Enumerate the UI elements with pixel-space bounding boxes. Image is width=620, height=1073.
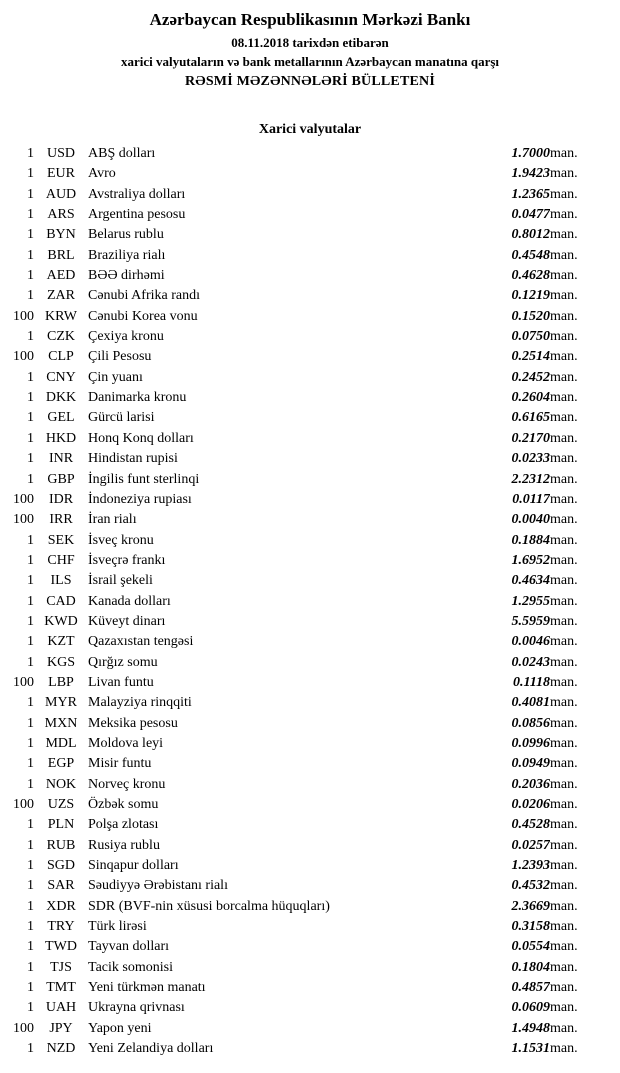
- unit-label: man.: [550, 451, 578, 467]
- rate-qty: 1: [27, 288, 34, 304]
- rate-value: 0.8012: [511, 227, 550, 243]
- rate-value: 0.4532: [511, 878, 550, 894]
- currency-name: Malayziya rinqqiti: [88, 695, 192, 711]
- rate-qty: 1: [27, 247, 34, 263]
- currency-code: EGP: [47, 756, 75, 772]
- currency-name: Qazaxıstan tengəsi: [88, 634, 194, 650]
- rate-qty: 1: [27, 695, 34, 711]
- unit-label: man.: [550, 247, 578, 263]
- rate-value: 5.5959: [511, 613, 550, 629]
- table-row: [8, 531, 600, 551]
- table-row: [8, 632, 600, 652]
- currency-code: XDR: [46, 898, 76, 914]
- table-row: [8, 856, 600, 876]
- unit-label: man.: [550, 390, 578, 406]
- table-row: [8, 571, 600, 591]
- currency-name: İngilis funt sterlinqi: [88, 471, 200, 487]
- rate-value: 1.2955: [511, 593, 550, 609]
- rate-value: 0.6165: [511, 410, 550, 426]
- rate-value: 0.4081: [511, 695, 550, 711]
- currency-code: USD: [46, 146, 75, 161]
- rate-value: 0.0949: [511, 756, 550, 772]
- currency-code: BYN: [46, 227, 76, 243]
- unit-label: man.: [550, 186, 578, 202]
- table-row: [8, 754, 600, 774]
- currency-code: INR: [48, 451, 74, 467]
- rate-value: 0.0750: [511, 329, 550, 345]
- rate-value: 0.2604: [511, 390, 550, 406]
- rate-value: 0.2514: [511, 349, 550, 365]
- unit-label: man.: [550, 654, 578, 670]
- rate-value: 0.2170: [511, 430, 550, 446]
- rate-value: 0.1804: [511, 959, 550, 975]
- currency-name: Rusiya rublu: [88, 837, 160, 853]
- rate-value: 1.9423: [511, 166, 550, 182]
- table-row: [8, 998, 600, 1018]
- table-row: [8, 592, 600, 612]
- unit-label: man.: [550, 715, 578, 731]
- rate-qty: 1: [27, 227, 34, 243]
- rate-value: 0.1884: [511, 532, 550, 548]
- currency-code: KZT: [47, 634, 75, 650]
- currency-name: Qırğız somu: [88, 654, 158, 670]
- currency-name: İsveçrə frankı: [88, 552, 166, 568]
- currency-name: Yeni türkmən manatı: [88, 980, 206, 996]
- rate-value: 0.0996: [511, 735, 550, 751]
- rate-qty: 1: [27, 1041, 34, 1057]
- table-row: [8, 449, 600, 469]
- currency-code: SEK: [47, 532, 75, 548]
- currency-code: CNY: [46, 369, 76, 385]
- rate-value: 0.0233: [511, 451, 550, 467]
- rate-qty: 1: [27, 817, 34, 833]
- rates-table-body: [8, 144, 600, 1059]
- currency-name: Braziliya rialı: [88, 247, 166, 263]
- currency-name: Türk lirəsi: [88, 919, 147, 935]
- unit-label: man.: [550, 1041, 578, 1057]
- currency-name: Belarus rublu: [88, 227, 164, 243]
- unit-label: man.: [550, 735, 578, 751]
- unit-label: man.: [550, 349, 578, 365]
- unit-label: man.: [550, 573, 578, 589]
- rate-value: 2.3669: [511, 898, 550, 914]
- rate-qty: 1: [27, 980, 34, 996]
- rate-qty: 100: [13, 491, 34, 507]
- currency-code: TMT: [46, 980, 76, 996]
- currency-code: SAR: [47, 878, 75, 894]
- table-row: [8, 327, 600, 347]
- table-row: [8, 775, 600, 795]
- rate-value: 1.1531: [511, 1041, 550, 1057]
- currency-code: CLP: [48, 349, 74, 365]
- currency-name: Tacik somonisi: [88, 959, 173, 975]
- table-row: [8, 164, 600, 184]
- currency-code: MDL: [45, 735, 77, 751]
- table-row: [8, 185, 600, 205]
- rate-value: 0.1219: [511, 288, 550, 304]
- currency-name: Moldova leyi: [88, 735, 164, 751]
- rate-value: 1.2365: [511, 186, 550, 202]
- currency-name: Yeni Zelandiya dolları: [88, 1041, 214, 1057]
- currency-name: Argentina pesosu: [88, 207, 186, 223]
- currency-name: Gürcü larisi: [88, 410, 155, 426]
- rate-qty: 1: [27, 430, 34, 446]
- effective-date-line: 08.11.2018 tarixdən etibarən: [231, 35, 389, 50]
- unit-label: man.: [550, 593, 578, 609]
- rate-qty: 1: [27, 471, 34, 487]
- currency-code: CZK: [47, 329, 75, 345]
- rate-qty: 100: [13, 674, 34, 690]
- table-row: [8, 917, 600, 937]
- currency-code: SGD: [46, 858, 75, 874]
- currency-code: ILS: [50, 573, 72, 589]
- rate-qty: 1: [27, 207, 34, 223]
- table-row: [8, 1039, 600, 1059]
- table-row: [8, 307, 600, 327]
- rate-value: 0.0477: [511, 207, 550, 223]
- unit-label: man.: [550, 674, 578, 690]
- bank-title: Azərbaycan Respublikasının Mərkəzi Bankı: [149, 10, 471, 29]
- rate-qty: 1: [27, 959, 34, 975]
- unit-label: man.: [550, 939, 578, 955]
- rate-value: 0.0117: [512, 491, 550, 507]
- unit-label: man.: [550, 329, 578, 345]
- table-row: [8, 612, 600, 632]
- currency-name: Sinqapur dolları: [88, 858, 179, 874]
- rate-qty: 1: [27, 451, 34, 467]
- currency-code: TRY: [47, 919, 75, 935]
- rate-qty: 1: [27, 878, 34, 894]
- unit-label: man.: [550, 898, 578, 914]
- currency-code: NOK: [45, 776, 77, 792]
- currency-code: RUB: [46, 837, 76, 853]
- table-row: [8, 205, 600, 225]
- rate-qty: 1: [27, 1000, 34, 1016]
- rate-qty: 1: [27, 715, 34, 731]
- rate-value: 0.2452: [511, 369, 550, 385]
- table-row: [8, 388, 600, 408]
- document-header: [0, 10, 620, 90]
- currency-name: Ukrayna qrivnası: [88, 1000, 185, 1016]
- rate-value: 1.6952: [511, 552, 550, 568]
- table-row: [8, 815, 600, 835]
- table-row: [8, 408, 600, 428]
- currency-code: TWD: [45, 939, 77, 955]
- currency-code: KGS: [46, 654, 75, 670]
- table-row: [8, 470, 600, 490]
- rate-value: 0.1118: [513, 674, 550, 690]
- rate-value: 0.0856: [511, 715, 550, 731]
- currency-name: Cənubi Afrika randı: [88, 288, 200, 304]
- unit-label: man.: [550, 959, 578, 975]
- rate-qty: 1: [27, 532, 34, 548]
- table-row: [8, 510, 600, 530]
- rate-value: 0.0206: [511, 797, 550, 812]
- rate-value: 0.0609: [511, 1000, 550, 1016]
- table-row: [8, 937, 600, 957]
- unit-label: man.: [550, 308, 578, 324]
- currency-code: NZD: [46, 1041, 76, 1057]
- currency-name: Səudiyyə Ərəbistanı rialı: [88, 878, 228, 894]
- currency-name: Küveyt dinarı: [88, 613, 166, 629]
- rate-value: 0.0243: [511, 654, 550, 670]
- rate-qty: 1: [27, 329, 34, 345]
- rate-qty: 1: [27, 390, 34, 406]
- rate-qty: 1: [27, 858, 34, 874]
- rate-value: 0.4548: [511, 247, 550, 263]
- currency-name: Çexiya kronu: [88, 329, 164, 345]
- rate-qty: 100: [13, 512, 34, 528]
- currency-code: AED: [46, 268, 76, 284]
- unit-label: man.: [550, 878, 578, 894]
- currency-name: Tayvan dolları: [88, 939, 170, 955]
- unit-label: man.: [550, 776, 578, 792]
- rate-qty: 1: [27, 166, 34, 182]
- table-row: [8, 429, 600, 449]
- rate-qty: 1: [27, 410, 34, 426]
- unit-label: man.: [550, 512, 578, 528]
- currency-code: MXN: [44, 715, 78, 731]
- currency-code: GEL: [47, 410, 75, 426]
- unit-label: man.: [550, 268, 578, 284]
- unit-label: man.: [550, 430, 578, 446]
- table-row: [8, 490, 600, 510]
- rate-qty: 1: [27, 369, 34, 385]
- unit-label: man.: [550, 552, 578, 568]
- rate-qty: 1: [27, 573, 34, 589]
- table-row: [8, 795, 600, 815]
- unit-label: man.: [550, 166, 578, 182]
- currency-name: Honq Konq dolları: [88, 430, 194, 446]
- currency-name: Norveç kronu: [88, 776, 166, 792]
- currency-name: Danimarka kronu: [88, 390, 187, 406]
- currency-code: TJS: [50, 959, 72, 975]
- currency-name: Livan funtu: [88, 674, 154, 690]
- section-title-foreign-currencies: Xarici valyutalar: [258, 122, 362, 137]
- unit-label: man.: [550, 491, 578, 507]
- unit-label: man.: [550, 613, 578, 629]
- table-row: [8, 653, 600, 673]
- currency-name: Yapon yeni: [88, 1020, 152, 1036]
- table-row: [8, 673, 600, 693]
- currency-name: Özbək somu: [88, 797, 159, 812]
- currency-code: BRL: [47, 247, 75, 263]
- unit-label: man.: [550, 146, 578, 161]
- currency-name: Meksika pesosu: [88, 715, 178, 731]
- rate-value: 0.4628: [511, 268, 550, 284]
- currency-name: İsveç kronu: [88, 532, 154, 548]
- currency-code: MYR: [45, 695, 77, 711]
- rate-value: 0.0257: [511, 837, 550, 853]
- currency-name: Kanada dolları: [88, 593, 171, 609]
- exchange-rates-table: [8, 144, 600, 1059]
- currency-name: Cənubi Korea vonu: [88, 308, 198, 324]
- currency-code: ZAR: [47, 288, 75, 304]
- rate-value: 1.7000: [511, 146, 550, 161]
- rate-value: 0.4857: [511, 980, 550, 996]
- unit-label: man.: [550, 980, 578, 996]
- currency-code: CAD: [46, 593, 76, 609]
- rate-qty: 1: [27, 919, 34, 935]
- rate-qty: 100: [13, 797, 34, 812]
- unit-label: man.: [550, 227, 578, 243]
- rate-qty: 100: [13, 1020, 34, 1036]
- rate-value: 0.2036: [511, 776, 550, 792]
- currency-code: IDR: [48, 491, 74, 507]
- table-row: [8, 876, 600, 896]
- table-row: [8, 266, 600, 286]
- table-row: [8, 958, 600, 978]
- rate-value: 2.2312: [511, 471, 550, 487]
- currency-name: Çili Pesosu: [88, 349, 152, 365]
- unit-label: man.: [550, 369, 578, 385]
- rate-qty: 1: [27, 593, 34, 609]
- unit-label: man.: [550, 471, 578, 487]
- table-row: [8, 734, 600, 754]
- rate-qty: 100: [13, 349, 34, 365]
- currency-code: AUD: [45, 186, 77, 202]
- currency-code: PLN: [47, 817, 75, 833]
- currency-code: IRR: [49, 512, 73, 528]
- rate-qty: 1: [27, 898, 34, 914]
- rate-value: 0.3158: [511, 919, 550, 935]
- table-row: [8, 693, 600, 713]
- rate-qty: 1: [27, 939, 34, 955]
- rate-qty: 1: [27, 776, 34, 792]
- currency-code: CHF: [47, 552, 75, 568]
- table-row: [8, 714, 600, 734]
- rate-qty: 1: [27, 634, 34, 650]
- table-row: [8, 897, 600, 917]
- table-row: [8, 836, 600, 856]
- unit-label: man.: [550, 837, 578, 853]
- currency-code: LBP: [48, 674, 74, 690]
- table-row: [8, 286, 600, 306]
- currency-name: Avstraliya dolları: [88, 186, 186, 202]
- unit-label: man.: [550, 756, 578, 772]
- rate-qty: 1: [27, 654, 34, 670]
- currency-code: HKD: [45, 430, 77, 446]
- rate-qty: 1: [27, 552, 34, 568]
- rate-value: 0.0040: [511, 512, 550, 528]
- unit-label: man.: [550, 532, 578, 548]
- unit-label: man.: [550, 817, 578, 833]
- rate-qty: 1: [27, 268, 34, 284]
- table-row: [8, 978, 600, 998]
- currency-name: İran rialı: [88, 512, 137, 528]
- unit-label: man.: [550, 695, 578, 711]
- currency-code: UZS: [47, 797, 75, 812]
- rate-value: 1.4948: [511, 1020, 550, 1036]
- rate-qty: 1: [27, 613, 34, 629]
- table-row: [8, 368, 600, 388]
- unit-label: man.: [550, 858, 578, 874]
- rate-value: 0.1520: [511, 308, 550, 324]
- rate-qty: 1: [27, 837, 34, 853]
- unit-label: man.: [550, 1020, 578, 1036]
- currency-name: İndoneziya rupiası: [88, 491, 192, 507]
- currency-code: EUR: [47, 166, 75, 182]
- currency-code: KWD: [44, 613, 78, 629]
- currency-name: BƏƏ dirhəmi: [88, 268, 165, 284]
- currency-name: Avro: [88, 166, 116, 182]
- rate-qty: 100: [13, 308, 34, 324]
- unit-label: man.: [550, 919, 578, 935]
- table-row: [8, 1019, 600, 1039]
- currency-name: İsrail şekeli: [88, 573, 153, 589]
- unit-label: man.: [550, 207, 578, 223]
- currency-code: KRW: [45, 308, 77, 324]
- table-row: [8, 551, 600, 571]
- rate-value: 0.4528: [511, 817, 550, 833]
- currency-name: Hindistan rupisi: [88, 451, 178, 467]
- subtitle-line: xarici valyutaların və bank metallarının Azərbaycan manatına qarşı: [120, 54, 500, 69]
- rate-value: 0.0046: [511, 634, 550, 650]
- unit-label: man.: [550, 288, 578, 304]
- rate-value: 1.2393: [511, 858, 550, 874]
- currency-code: JPY: [49, 1020, 73, 1036]
- currency-code: GBP: [47, 471, 75, 487]
- rate-qty: 1: [27, 756, 34, 772]
- unit-label: man.: [550, 797, 578, 812]
- unit-label: man.: [550, 1000, 578, 1016]
- table-row: [8, 144, 600, 164]
- rate-value: 0.4634: [511, 573, 550, 589]
- currency-name: Misir funtu: [88, 756, 152, 772]
- table-row: [8, 347, 600, 367]
- currency-code: DKK: [45, 390, 77, 406]
- currency-code: UAH: [45, 1000, 77, 1016]
- currency-name: Çin yuanı: [88, 369, 143, 385]
- currency-code: ARS: [47, 207, 75, 223]
- unit-label: man.: [550, 634, 578, 650]
- rate-qty: 1: [27, 735, 34, 751]
- unit-label: man.: [550, 410, 578, 426]
- currency-name: ABŞ dolları: [88, 146, 156, 161]
- rate-qty: 1: [27, 186, 34, 202]
- rate-value: 0.0554: [511, 939, 550, 955]
- bulletin-title: RƏSMİ MƏZƏNNƏLƏRİ BÜLLETENİ: [184, 74, 436, 89]
- table-row: [8, 225, 600, 245]
- currency-name: Polşa zlotası: [88, 817, 159, 833]
- rate-qty: 1: [27, 146, 34, 161]
- table-row: [8, 246, 600, 266]
- currency-name: SDR (BVF-nin xüsusi borcalma hüquqları): [88, 898, 330, 914]
